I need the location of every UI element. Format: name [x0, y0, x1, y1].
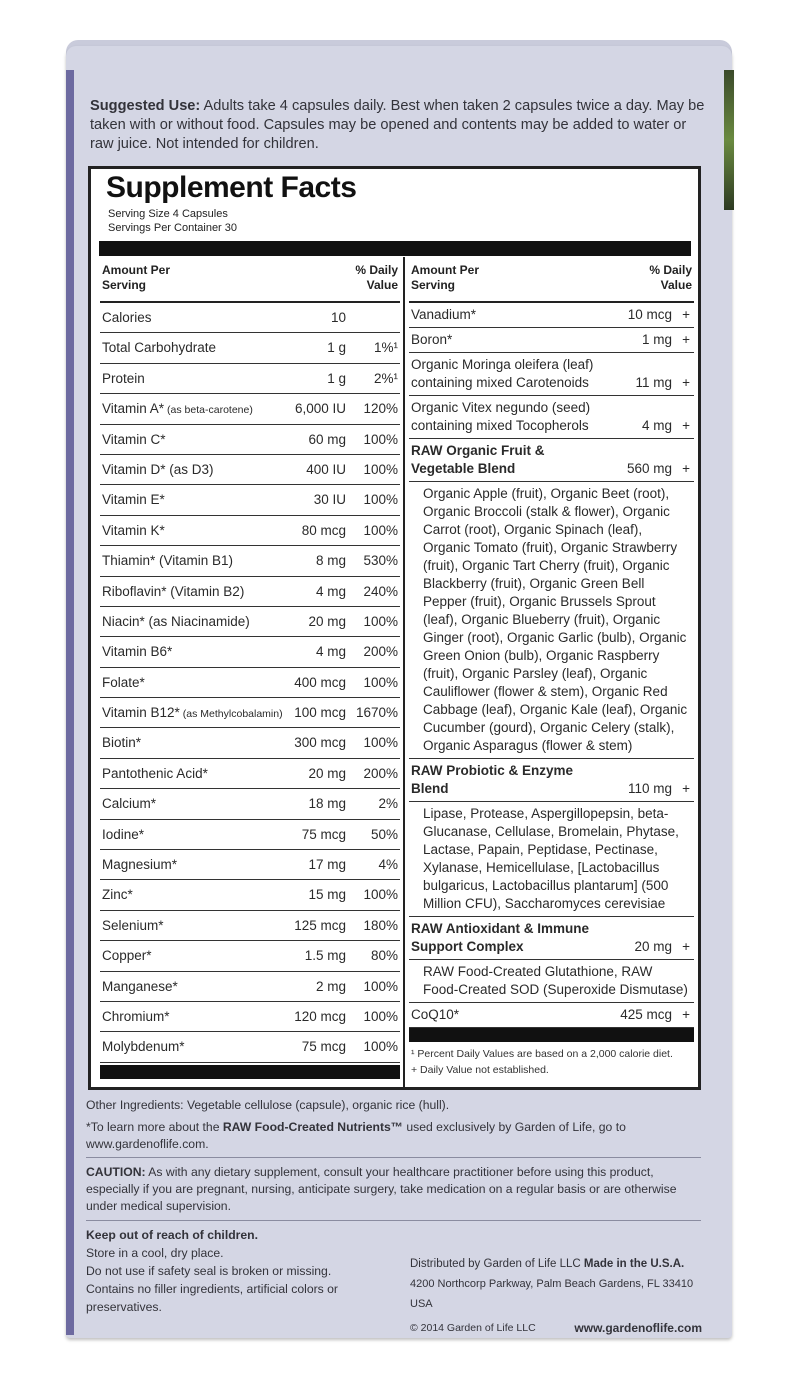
nutrient-dv: + [682, 307, 690, 322]
dv-header-line2: Value [366, 278, 398, 292]
distributor-address: 4200 Northcorp Parkway, Palm Beach Gardens, FL 33410 USA [410, 1278, 694, 1310]
nutrient-row [100, 941, 400, 971]
nutrient-row [100, 728, 400, 758]
nutrient-name: Chromium* [102, 1008, 170, 1024]
nutrient-amount: 100 mcg [294, 705, 346, 721]
nutrient-amount: 400 mcg [294, 674, 346, 690]
nutrient-name: Organic Vitex negundo (seed) containing mixed Tocopherols [411, 400, 591, 433]
nutrient-amount: 18 mg [308, 796, 346, 812]
nutrient-dv: 100% [363, 978, 398, 994]
facts-title: Supplement Facts [106, 171, 357, 204]
blend-row [409, 439, 694, 482]
nutrient-row [100, 850, 400, 880]
nutrient-name: Selenium* [102, 917, 164, 933]
nutrient-amount: 30 IU [313, 492, 346, 508]
nutrient-row [100, 394, 400, 424]
nutrient-dv: 200% [363, 644, 398, 660]
nutrient-amount: 15 mg [308, 887, 346, 903]
nutrient-amount: 75 mcg [301, 1039, 346, 1055]
nutrient-dv: 100% [363, 613, 398, 629]
distributor-name: Distributed by Garden of Life LLC [410, 1258, 581, 1270]
nutrient-row [100, 972, 400, 1002]
nutrient-dv: 100% [363, 1008, 398, 1024]
right-rows [409, 303, 694, 1028]
dv-header-line2: Value [660, 278, 692, 292]
nutrient-dv: 100% [363, 461, 398, 477]
amount-header [411, 263, 479, 293]
nutrient-dv: 100% [363, 492, 398, 508]
nutrient-name: Magnesium* [102, 857, 178, 873]
nutrient-amount: 8 mg [315, 553, 346, 569]
nutrient-dv: 100% [363, 735, 398, 751]
left-rows [100, 303, 400, 1063]
nutrient-amount: 10 [330, 310, 346, 325]
divider-2 [86, 1220, 701, 1221]
nutrient-name: Protein [102, 370, 145, 386]
nutrient-amount: 20 mg [308, 613, 346, 629]
nutrient-amount: 6,000 IU [294, 401, 346, 417]
nutrient-row [100, 911, 400, 941]
nutrient-row [409, 303, 694, 328]
nutrient-row [409, 353, 694, 396]
nutrient-dv: 100% [363, 431, 398, 447]
blend-ingredients: RAW Food-Created Glutathione, RAW Food-Created SOD (Superoxide Dismutase) [409, 960, 694, 1003]
nutrient-amount: 1 g [327, 340, 346, 356]
suggested-use-text: Adults take 4 capsules daily. Best when taken 2 capsules twice a day. May be taken with or without food. Capsules may be opened and contents may be added to water or raw juice. Not intended for children. [90, 98, 705, 152]
nutrient-row [100, 546, 400, 576]
nutrient-amount: 20 mg [634, 939, 672, 954]
nutrient-row [100, 1002, 400, 1032]
caution [86, 1164, 706, 1215]
serving-info [108, 207, 237, 235]
nutrient-amount: 125 mcg [294, 917, 346, 933]
nutrient-name: Calcium* [102, 796, 157, 812]
storage-info [86, 1226, 376, 1316]
nutrient-name: Zinc* [102, 887, 133, 903]
nutrient-row [100, 759, 400, 789]
nutrient-name: Biotin* [102, 735, 142, 751]
blend-row [409, 759, 694, 802]
other-ingredients: Other Ingredients: Vegetable cellulose (capsule), organic rice (hull). [86, 1098, 450, 1112]
nutrient-row [100, 698, 400, 728]
caution-text: As with any dietary supplement, consult your healthcare practitioner before using this product, especially if you are pregnant, nursing, anticipate surgery, take medication on a regular basis or are otherwise under medical supervision. [86, 1165, 677, 1213]
storage-line-1: Store in a cool, dry place. [86, 1246, 224, 1260]
nutrient-row [100, 425, 400, 455]
nutrient-row [100, 607, 400, 637]
nutrient-name: RAW Probiotic & Enzyme Blend [411, 763, 574, 796]
nutrient-row [100, 577, 400, 607]
right-column [409, 259, 694, 1082]
nutrient-amount: 60 mg [308, 431, 346, 447]
nutrient-amount: 4 mg [315, 583, 346, 599]
nutrient-dv: 100% [363, 1039, 398, 1055]
storage-line-2: Do not use if safety seal is broken or missing. [86, 1264, 332, 1278]
nutrient-name: Vitamin D* (as D3) [102, 461, 214, 477]
right-header [409, 259, 694, 303]
nutrient-amount: 120 mcg [294, 1008, 346, 1024]
amount-header-line2: Serving [411, 278, 456, 292]
nutrient-name: Vitamin B12* [102, 705, 180, 721]
nutrient-name: Copper* [102, 948, 152, 964]
thick-rule [99, 241, 691, 256]
nutrient-dv: + [682, 1007, 690, 1022]
nutrient-dv: + [682, 939, 690, 954]
nutrient-dv: + [682, 375, 690, 390]
servings-per-container: Servings Per Container 30 [108, 222, 238, 234]
nutrient-dv: 120% [363, 401, 398, 417]
learn-more [86, 1119, 646, 1153]
nutrient-amount: 1 g [327, 370, 346, 386]
nutrient-row [100, 455, 400, 485]
nutrient-name: Niacin* (as Niacinamide) [102, 613, 250, 629]
blend-ingredients: Organic Apple (fruit), Organic Beet (root), Organic Broccoli (stalk & flower), Organic Carrot (root), Organic Spinach (leaf), Organic Tomato (fruit), Organic Strawberry (fruit), Organic Tart Cherry (fruit), Organic Blackberry (fruit), Organic Green Bell Pepper (fruit), Organic Brussels Sprout (leaf), Organic Blueberry (fruit), Organic Ginger (root), Organic Garlic (bulb), Organic Green Onion (bulb), Organic Raspberry (fruit), Organic Parsley (leaf), Organic Cauliflower (flower & stem), Organic Red Cabbage (leaf), Organic Kale (leaf), Organic Cucumber (gourd), Organic Celery (stalk), Organic Asparagus (flower & stem) [409, 482, 694, 759]
nutrient-amount: 11 mg [635, 375, 672, 390]
nutrient-dv: 180% [363, 917, 398, 933]
nutrient-row [100, 333, 400, 363]
nutrient-name: Organic Moringa oleifera (leaf) containing mixed Carotenoids [411, 357, 594, 390]
keep-out-of-reach: Keep out of reach of children. [86, 1228, 258, 1242]
left-bottom-rule [100, 1065, 400, 1079]
nutrient-amount: 10 mcg [627, 307, 672, 322]
nutrient-amount: 75 mcg [301, 826, 346, 842]
nutrient-dv: + [682, 781, 690, 796]
nutrient-amount: 20 mg [308, 765, 346, 781]
right-bottom-rule [409, 1028, 694, 1042]
nutrient-name: Vitamin B6* [102, 644, 173, 660]
nutrient-dv: 2%¹ [373, 370, 398, 386]
nutrient-name: Vitamin K* [102, 522, 165, 538]
amount-header [102, 263, 170, 293]
nutrient-dv: 50% [370, 826, 398, 842]
dv-header-line1: % Daily [649, 263, 692, 277]
nutrient-row [100, 364, 400, 394]
nutrient-dv: 100% [363, 887, 398, 903]
side-artwork-strip [724, 70, 734, 210]
nutrient-dv: 100% [363, 674, 398, 690]
suggested-use [90, 97, 710, 154]
nutrient-name: Boron* [411, 332, 453, 347]
nutrient-dv: + [682, 461, 690, 476]
caution-label: CAUTION: [86, 1165, 146, 1179]
dv-header [355, 263, 398, 293]
nutrient-name: CoQ10* [411, 1007, 460, 1022]
amount-header-line2: Serving [102, 278, 147, 292]
nutrient-dv: 1%¹ [373, 340, 398, 356]
nutrient-name: Calories [102, 310, 152, 325]
nutrient-amount: 425 mcg [620, 1007, 672, 1022]
nutrient-dv: 240% [363, 583, 398, 599]
nutrient-row [409, 1003, 694, 1028]
nutrient-row [100, 789, 400, 819]
nutrient-dv: 1670% [355, 705, 398, 721]
footnote-dv: + Daily Value not established. [411, 1064, 549, 1076]
package-spine [66, 70, 74, 1335]
supplement-facts-panel [88, 166, 701, 1090]
nutrient-row [100, 516, 400, 546]
nutrient-amount: 4 mg [641, 418, 672, 433]
facts-footnotes [409, 1042, 694, 1082]
nutrient-dv: 200% [363, 765, 398, 781]
nutrient-dv: 2% [378, 796, 398, 812]
blend-row [409, 917, 694, 960]
nutrient-name: Pantothenic Acid* [102, 765, 208, 781]
nutrient-name: Thiamin* (Vitamin B1) [102, 553, 234, 569]
nutrient-row [409, 396, 694, 439]
nutrient-name: RAW Organic Fruit & Vegetable Blend [411, 443, 545, 476]
serving-size: Serving Size 4 Capsules [108, 208, 228, 220]
copyright: © 2014 Garden of Life LLC [410, 1322, 536, 1334]
suggested-use-label: Suggested Use: [90, 98, 201, 114]
made-in: Made in the U.S.A. [583, 1258, 685, 1270]
nutrient-row [409, 328, 694, 353]
nutrient-amount: 17 mg [308, 857, 346, 873]
nutrient-note: (as beta-carotene) [167, 404, 253, 417]
dv-header-line1: % Daily [355, 263, 398, 277]
storage-line-3: Contains no filler ingredients, artificial colors or preservatives. [86, 1282, 338, 1314]
nutrient-row [100, 303, 400, 333]
nutrient-amount: 80 mcg [301, 522, 346, 538]
nutrient-amount: 300 mcg [294, 735, 346, 751]
nutrient-dv: 4% [378, 857, 398, 873]
website: www.gardenoflife.com [574, 1321, 702, 1335]
nutrient-dv: 100% [363, 522, 398, 538]
nutrient-row [100, 668, 400, 698]
nutrient-name: Total Carbohydrate [102, 340, 217, 356]
nutrient-row [100, 820, 400, 850]
footnote-calorie: ¹ Percent Daily Values are based on a 2,000 calorie diet. [411, 1048, 673, 1060]
nutrient-dv: 80% [370, 948, 398, 964]
blend-ingredients: Lipase, Protease, Aspergillopepsin, beta-Glucanase, Cellulase, Bromelain, Phytase, Lactase, Papain, Peptidase, Pectinase, Xylanase, Hemicellulase, [Lactobacillus bulgaricus, Lactobacillus plantarum] (500 Million CFU), Saccharomyces cerevisiae [409, 802, 694, 917]
nutrient-row [100, 880, 400, 910]
nutrient-dv: + [682, 332, 690, 347]
column-divider [403, 257, 405, 1087]
nutrient-amount: 1 mg [641, 332, 672, 347]
left-column [100, 259, 400, 1079]
divider-1 [86, 1157, 701, 1158]
nutrient-amount: 4 mg [315, 644, 346, 660]
nutrient-name: RAW Antioxidant & Immune Support Complex [411, 921, 589, 954]
learn-more-brand: RAW Food-Created Nutrients™ [222, 1120, 403, 1134]
nutrient-row [100, 637, 400, 667]
distributor-info [410, 1254, 702, 1338]
nutrient-name: Vanadium* [411, 307, 477, 322]
nutrient-row [100, 1032, 400, 1062]
nutrient-row [100, 485, 400, 515]
nutrient-name: Molybdenum* [102, 1039, 185, 1055]
learn-more-pre: *To learn more about the [86, 1120, 223, 1134]
nutrient-amount: 400 IU [306, 461, 346, 477]
nutrient-name: Vitamin E* [102, 492, 165, 508]
nutrient-dv: 530% [363, 553, 398, 569]
nutrient-name: Folate* [102, 674, 145, 690]
nutrient-amount: 2 mg [315, 978, 346, 994]
nutrient-name: Vitamin C* [102, 431, 166, 447]
nutrient-name-wrap [102, 705, 283, 720]
dv-header [649, 263, 692, 293]
left-header [100, 259, 400, 303]
amount-header-line1: Amount Per [411, 263, 480, 277]
nutrient-name: Vitamin A* [102, 401, 165, 417]
nutrient-amount: 1.5 mg [304, 948, 346, 964]
nutrient-name-wrap [102, 401, 253, 416]
nutrient-name: Manganese* [102, 978, 178, 994]
nutrient-name: Iodine* [102, 826, 145, 842]
learn-more-post: used exclusively by Garden of Life, go to www.gardenoflife.com. [86, 1120, 626, 1151]
amount-header-line1: Amount Per [102, 263, 171, 277]
nutrient-dv: + [682, 418, 690, 433]
nutrient-name: Riboflavin* (Vitamin B2) [102, 583, 245, 599]
nutrient-note: (as Methylcobalamin) [182, 708, 283, 721]
nutrient-amount: 560 mg [626, 461, 672, 476]
nutrient-amount: 110 mg [627, 781, 672, 796]
